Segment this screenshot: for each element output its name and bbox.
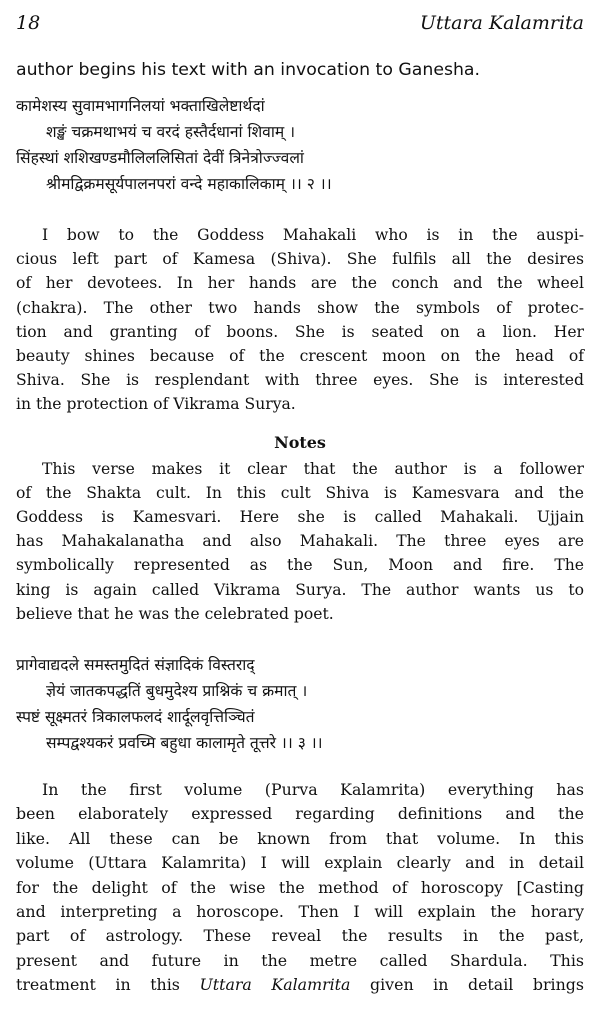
lead-text: author begins his text with an invocation to Ganesha. bbox=[16, 60, 480, 80]
text-line: in the protection of Vikrama Surya. bbox=[16, 395, 296, 414]
text-line: of her devotees. In her hands are the conch and the wheel bbox=[16, 274, 584, 293]
text-line: tion and granting of boons. She is seated on a lion. Her bbox=[16, 322, 584, 341]
text-line: symbolically represented as the Sun, Moon and fire. The bbox=[16, 556, 584, 575]
verse-line: श्रीमद्विक्रमसूर्यपालनपरां वन्दे महाकालिकाम् ।। २ ।। bbox=[46, 175, 332, 193]
verse-line: कामेशस्य सुवामभागनिलयां भक्ताखिलेष्टार्थदां bbox=[16, 97, 265, 115]
running-title: Uttara Kalamrita bbox=[419, 12, 584, 34]
text-line: has Mahakalanatha and also Mahakali. The three eyes are bbox=[16, 532, 584, 551]
text-line: I bow to the Goddess Mahakali who is in the auspi- bbox=[42, 226, 584, 244]
text-line: of the Shakta cult. In this cult Shiva is Kamesvara and the bbox=[16, 483, 584, 502]
page-number: 18 bbox=[16, 12, 41, 34]
explanation-paragraph bbox=[16, 778, 584, 998]
text-line: been elaborately expressed regarding definitions and the bbox=[16, 804, 584, 824]
text-line: This verse makes it clear that the author is a follower bbox=[42, 459, 584, 478]
verse-line: शङ्खं चक्रमथाभयं च वरदं हस्तैर्दधानां शिवाम् । bbox=[46, 123, 296, 141]
text-line: like. All these can be known from that volume. In this bbox=[16, 828, 584, 848]
sanskrit-verse-2 bbox=[16, 93, 584, 197]
text-line bbox=[16, 973, 584, 997]
book-title-italic: Uttara Kalamrita bbox=[199, 975, 351, 995]
text-line: volume (Uttara Kalamrita) I will explain clearly and in detail bbox=[16, 853, 584, 873]
text-line: cious left part of Kamesa (Shiva). She fulfils all the desires bbox=[16, 250, 584, 269]
verse-line: ज्ञेयं जातकपद्धतिं बुधमुदेश्य प्राश्निकं च क्रमात् । bbox=[46, 682, 308, 701]
text-line: part of astrology. These reveal the results in the past, bbox=[16, 926, 584, 946]
page-header bbox=[16, 10, 584, 44]
text-line: king is again called Vikrama Surya. The author wants us to bbox=[16, 580, 584, 599]
text-line: for the delight of the wise the method of horoscopy [Casting bbox=[16, 877, 584, 897]
text-run: treatment in this bbox=[16, 975, 200, 995]
text-line: present and future in the metre called Shardula. This bbox=[16, 950, 584, 970]
text-line: Shiva. She is resplendant with three eyes. She is interested bbox=[16, 371, 584, 390]
sanskrit-verse-3 bbox=[16, 652, 584, 756]
text-line: believe that he was the celebrated poet. bbox=[16, 604, 334, 623]
book-page bbox=[16, 10, 584, 1010]
verse-line: सिंहस्थां शशिखण्डमौलिललिसितां देवीं त्रिनेत्रोज्ज्वलां bbox=[16, 149, 304, 167]
text-run: given in detail brings bbox=[350, 975, 584, 995]
text-line: (chakra). The other two hands show the symbols of protec- bbox=[16, 298, 584, 317]
text-line: In the first volume (Purva Kalamrita) everything has bbox=[42, 780, 584, 800]
verse-line: प्रागेवाद्यदले समस्तमुदितं संज्ञादिकं विस्तराद् bbox=[16, 656, 255, 675]
verse-line: सम्पद्वश्यकरं प्रवच्मि बहुधा कालामृते तूत्तरे ।। ३ ।। bbox=[46, 734, 323, 753]
notes-paragraph bbox=[16, 457, 584, 626]
translation-paragraph bbox=[16, 223, 584, 417]
notes-heading: Notes bbox=[274, 432, 326, 452]
text-line: beauty shines because of the crescent moon on the head of bbox=[16, 347, 584, 366]
text-line: Goddess is Kamesvari. Here she is called Mahakali. Ujjain bbox=[16, 508, 584, 527]
text-line: and interpreting a horoscope. Then I will explain the horary bbox=[16, 902, 584, 922]
verse-line: स्पष्टं सूक्ष्मतरं त्रिकालफलदं शार्दूलवृत्तिञ्चितं bbox=[16, 708, 255, 727]
